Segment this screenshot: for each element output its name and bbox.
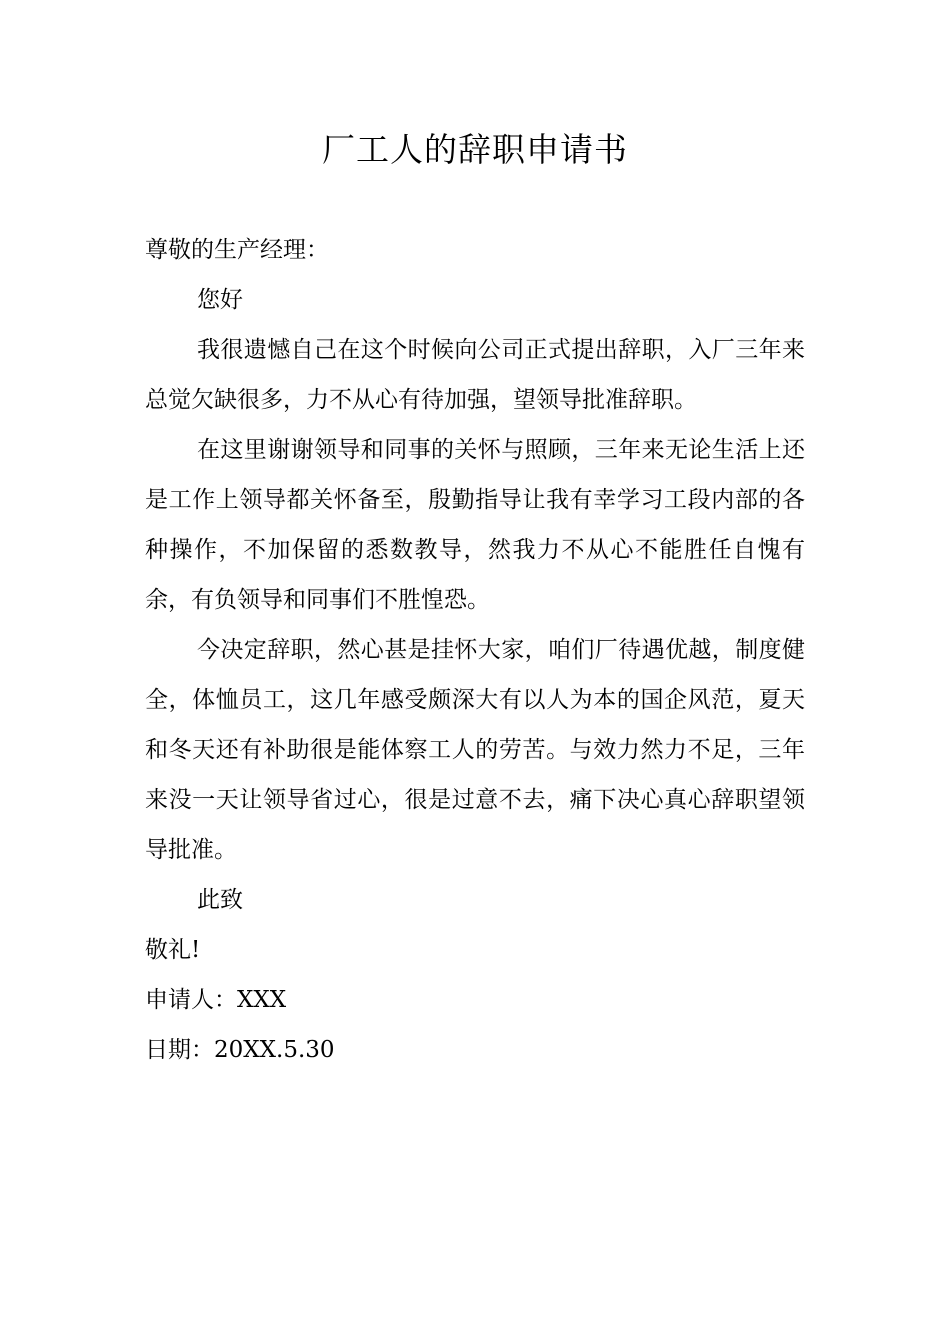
salutation: 尊敬的生产经理： (145, 237, 329, 263)
paragraph-2: 在这里谢谢领导和同事的关怀与照顾，三年来无论生活上还是工作上领导都关怀备至，殷勤指导让我有幸学习工段内部的各种操作，不加保留的悉数教导，然我力不从心不能胜任自愧有余，有负领导和同事们不胜惶恐。 (145, 437, 805, 613)
letter-body (145, 225, 805, 1075)
regards: 敬礼! (145, 937, 201, 963)
document-title: 厂工人的辞职申请书 (322, 130, 628, 169)
applicant-line: 申请人：XXX (145, 987, 287, 1013)
greeting: 您好 (197, 287, 243, 313)
closing: 此致 (197, 887, 243, 913)
paragraph-1: 我很遗憾自己在这个时候向公司正式提出辞职，入厂三年来总觉欠缺很多，力不从心有待加强，望领导批准辞职。 (145, 337, 805, 413)
date-line: 日期：20XX.5.30 (145, 1037, 335, 1063)
paragraph-3: 今决定辞职，然心甚是挂怀大家，咱们厂待遇优越，制度健全，体恤员工，这几年感受颇深大有以人为本的国企风范，夏天和冬天还有补助很是能体察工人的劳苦。与效力然力不足，三年来没一天让领导省过心，很是过意不去，痛下决心真心辞职望领导批准。 (145, 637, 805, 863)
